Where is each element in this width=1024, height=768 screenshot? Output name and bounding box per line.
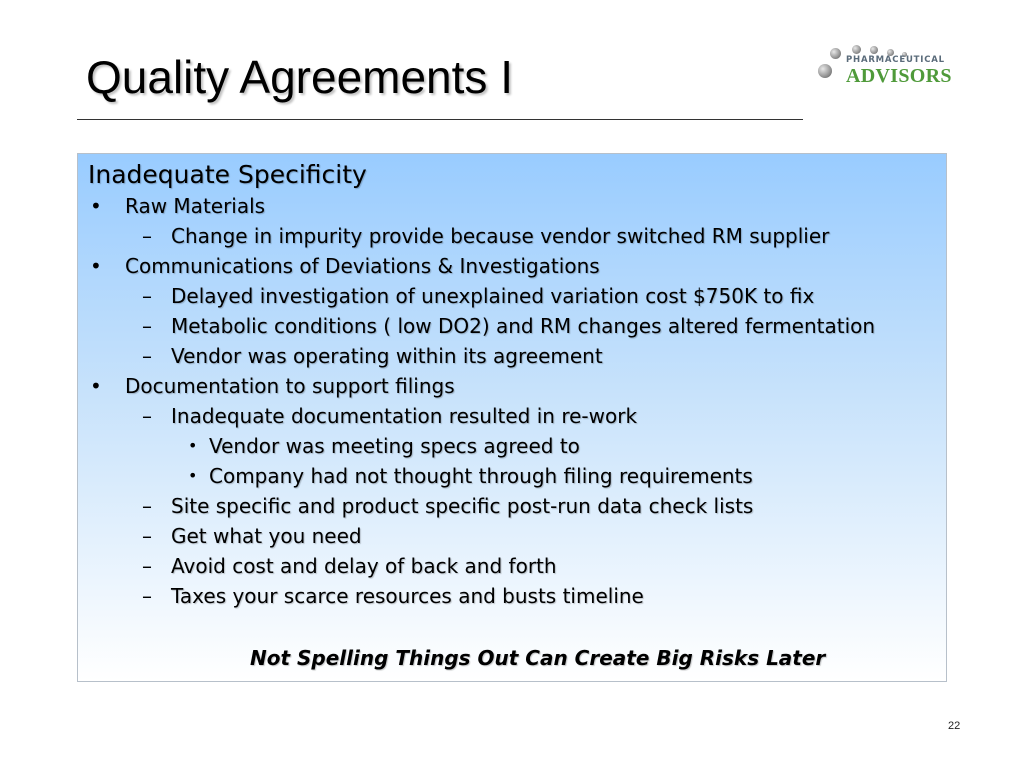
list-item: Taxes your scarce resources and busts timeline xyxy=(171,584,644,608)
bullet-icon: • xyxy=(188,466,198,485)
list-item: Delayed investigation of unexplained variation cost $750K to fix xyxy=(171,284,815,308)
dash-icon: – xyxy=(142,284,152,308)
bullet-icon: • xyxy=(188,436,198,455)
company-logo xyxy=(812,42,952,92)
dash-icon: – xyxy=(142,344,152,368)
bullet-icon: • xyxy=(90,254,102,278)
logo-text-advisors: ADVISORS xyxy=(846,65,952,87)
list-item: Avoid cost and delay of back and forth xyxy=(171,554,557,578)
conclusion-statement: Not Spelling Things Out Can Create Big Risks Later xyxy=(250,646,826,670)
list-item: Vendor was operating within its agreement xyxy=(171,344,603,368)
list-item: Metabolic conditions ( low DO2) and RM changes altered fermentation xyxy=(171,314,876,338)
list-item: Raw Materials xyxy=(125,194,266,218)
list-item: Company had not thought through filing requirements xyxy=(209,464,753,488)
dash-icon: – xyxy=(142,584,152,608)
dash-icon: – xyxy=(142,554,152,578)
logo-dot xyxy=(830,48,841,59)
list-item: Inadequate documentation resulted in re-work xyxy=(171,404,638,428)
logo-dot xyxy=(818,64,832,78)
list-item: Site specific and product specific post-run data check lists xyxy=(171,494,754,518)
logo-dot xyxy=(870,46,878,54)
list-item: Vendor was meeting specs agreed to xyxy=(209,434,580,458)
dash-icon: – xyxy=(142,404,152,428)
page-number: 22 xyxy=(948,720,961,732)
logo-dot xyxy=(852,45,861,54)
list-item: Change in impurity provide because vendor switched RM supplier xyxy=(171,224,830,248)
title-divider xyxy=(77,119,803,120)
list-item: Documentation to support filings xyxy=(125,374,455,398)
dash-icon: – xyxy=(142,314,152,338)
list-item: Get what you need xyxy=(171,524,362,548)
section-heading: Inadequate Specificity xyxy=(88,160,367,189)
bullet-icon: • xyxy=(90,374,102,398)
dash-icon: – xyxy=(142,224,152,248)
list-item: Communications of Deviations & Investigations xyxy=(125,254,600,278)
dash-icon: – xyxy=(142,524,152,548)
bullet-icon: • xyxy=(90,194,102,218)
dash-icon: – xyxy=(142,494,152,518)
logo-text-pharmaceutical: PHARMACEUTICAL xyxy=(846,55,945,65)
slide-title: Quality Agreements I xyxy=(86,51,513,103)
content-box xyxy=(77,153,947,682)
